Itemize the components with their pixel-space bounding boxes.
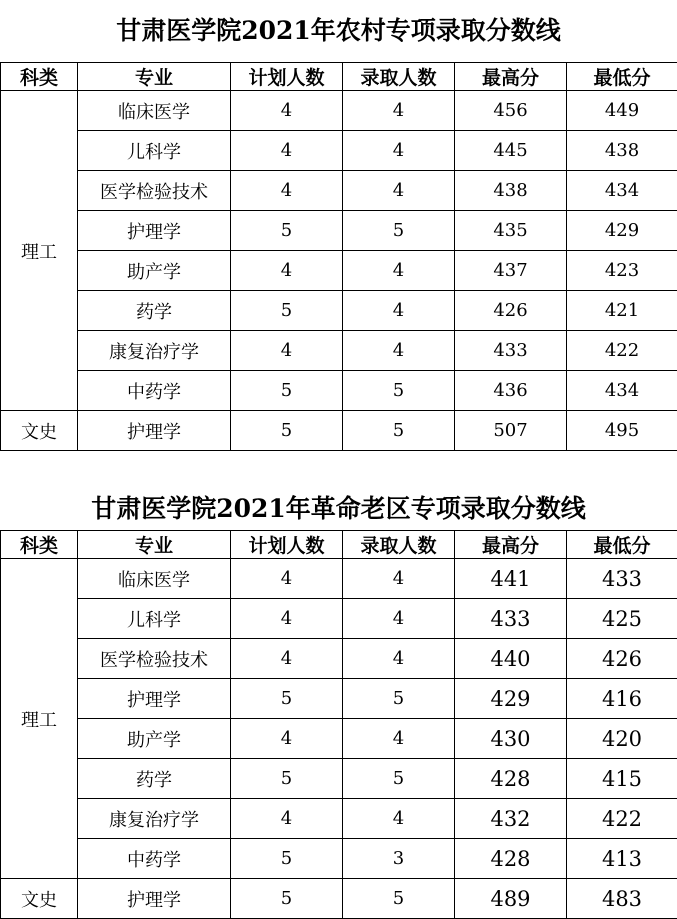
major-cell: 中药学 (78, 839, 231, 879)
header-major: 专业 (78, 531, 231, 559)
max-score-cell: 445 (455, 131, 567, 171)
header-admitted: 录取人数 (343, 531, 455, 559)
admitted-cell: 4 (343, 639, 455, 679)
max-score-cell: 432 (455, 799, 567, 839)
header-category: 科类 (1, 63, 78, 91)
min-score-cell: 438 (567, 131, 677, 171)
table-row (1, 91, 677, 131)
major-cell: 助产学 (78, 719, 231, 759)
min-score-cell: 425 (567, 599, 677, 639)
rural-admission-table (0, 62, 677, 451)
planned-cell: 5 (231, 211, 343, 251)
min-score-cell: 433 (567, 559, 677, 599)
max-score-cell: 507 (455, 411, 567, 451)
header-planned: 计划人数 (231, 531, 343, 559)
planned-cell: 5 (231, 291, 343, 331)
planned-cell: 4 (231, 91, 343, 131)
major-cell: 护理学 (78, 211, 231, 251)
major-cell: 临床医学 (78, 559, 231, 599)
table-row (1, 839, 677, 879)
major-cell: 护理学 (78, 679, 231, 719)
major-cell: 护理学 (78, 879, 231, 919)
min-score-cell: 415 (567, 759, 677, 799)
min-score-cell: 422 (567, 331, 677, 371)
table1-title: 甘肃医学院2021年农村专项录取分数线 (0, 14, 677, 48)
table-row (1, 759, 677, 799)
admitted-cell: 5 (343, 411, 455, 451)
planned-cell: 4 (231, 799, 343, 839)
min-score-cell: 413 (567, 839, 677, 879)
admitted-cell: 4 (343, 799, 455, 839)
admitted-cell: 4 (343, 331, 455, 371)
major-cell: 护理学 (78, 411, 231, 451)
admitted-cell: 4 (343, 599, 455, 639)
admitted-cell: 3 (343, 839, 455, 879)
table-row (1, 799, 677, 839)
planned-cell: 5 (231, 759, 343, 799)
planned-cell: 5 (231, 371, 343, 411)
admitted-cell: 5 (343, 879, 455, 919)
max-score-cell: 438 (455, 171, 567, 211)
max-score-cell: 426 (455, 291, 567, 331)
table-row (1, 291, 677, 331)
planned-cell: 5 (231, 411, 343, 451)
table-row (1, 371, 677, 411)
admitted-cell: 5 (343, 679, 455, 719)
min-score-cell: 495 (567, 411, 677, 451)
major-cell: 助产学 (78, 251, 231, 291)
planned-cell: 5 (231, 879, 343, 919)
admitted-cell: 5 (343, 759, 455, 799)
planned-cell: 5 (231, 839, 343, 879)
admitted-cell: 4 (343, 559, 455, 599)
admitted-cell: 4 (343, 91, 455, 131)
max-score-cell: 489 (455, 879, 567, 919)
min-score-cell: 429 (567, 211, 677, 251)
table-row (1, 251, 677, 291)
table-row (1, 719, 677, 759)
admitted-cell: 4 (343, 719, 455, 759)
admitted-cell: 4 (343, 171, 455, 211)
min-score-cell: 449 (567, 91, 677, 131)
header-max-score: 最高分 (455, 531, 567, 559)
max-score-cell: 428 (455, 759, 567, 799)
max-score-cell: 433 (455, 599, 567, 639)
admitted-cell: 5 (343, 371, 455, 411)
table-row (1, 171, 677, 211)
major-cell: 医学检验技术 (78, 639, 231, 679)
max-score-cell: 437 (455, 251, 567, 291)
table-header-row (1, 531, 677, 559)
min-score-cell: 426 (567, 639, 677, 679)
admitted-cell: 4 (343, 291, 455, 331)
max-score-cell: 436 (455, 371, 567, 411)
planned-cell: 4 (231, 171, 343, 211)
min-score-cell: 421 (567, 291, 677, 331)
planned-cell: 4 (231, 131, 343, 171)
min-score-cell: 422 (567, 799, 677, 839)
max-score-cell: 456 (455, 91, 567, 131)
old-revolutionary-area-admission-table (0, 530, 677, 919)
table-row (1, 679, 677, 719)
category-cell: 文史 (1, 411, 78, 451)
planned-cell: 4 (231, 251, 343, 291)
table-row (1, 599, 677, 639)
category-cell: 文史 (1, 879, 78, 919)
min-score-cell: 423 (567, 251, 677, 291)
header-min-score: 最低分 (567, 531, 677, 559)
header-major: 专业 (78, 63, 231, 91)
max-score-cell: 433 (455, 331, 567, 371)
category-cell: 理工 (1, 91, 78, 411)
header-category: 科类 (1, 531, 78, 559)
major-cell: 康复治疗学 (78, 331, 231, 371)
admitted-cell: 5 (343, 211, 455, 251)
table-row (1, 639, 677, 679)
major-cell: 医学检验技术 (78, 171, 231, 211)
header-admitted: 录取人数 (343, 63, 455, 91)
category-cell: 理工 (1, 559, 78, 879)
planned-cell: 4 (231, 719, 343, 759)
table-row (1, 211, 677, 251)
planned-cell: 4 (231, 599, 343, 639)
max-score-cell: 435 (455, 211, 567, 251)
table-row (1, 131, 677, 171)
min-score-cell: 434 (567, 171, 677, 211)
table-row (1, 411, 677, 451)
major-cell: 康复治疗学 (78, 799, 231, 839)
max-score-cell: 440 (455, 639, 567, 679)
major-cell: 中药学 (78, 371, 231, 411)
min-score-cell: 434 (567, 371, 677, 411)
header-max-score: 最高分 (455, 63, 567, 91)
major-cell: 临床医学 (78, 91, 231, 131)
planned-cell: 4 (231, 331, 343, 371)
min-score-cell: 420 (567, 719, 677, 759)
major-cell: 儿科学 (78, 131, 231, 171)
major-cell: 儿科学 (78, 599, 231, 639)
planned-cell: 4 (231, 559, 343, 599)
header-min-score: 最低分 (567, 63, 677, 91)
admitted-cell: 4 (343, 131, 455, 171)
planned-cell: 4 (231, 639, 343, 679)
major-cell: 药学 (78, 759, 231, 799)
max-score-cell: 441 (455, 559, 567, 599)
header-planned: 计划人数 (231, 63, 343, 91)
major-cell: 药学 (78, 291, 231, 331)
table2-title: 甘肃医学院2021年革命老区专项录取分数线 (0, 492, 677, 526)
table-header-row (1, 63, 677, 91)
min-score-cell: 416 (567, 679, 677, 719)
max-score-cell: 429 (455, 679, 567, 719)
table-row (1, 879, 677, 919)
planned-cell: 5 (231, 679, 343, 719)
table-row (1, 331, 677, 371)
max-score-cell: 430 (455, 719, 567, 759)
table-row (1, 559, 677, 599)
max-score-cell: 428 (455, 839, 567, 879)
min-score-cell: 483 (567, 879, 677, 919)
admitted-cell: 4 (343, 251, 455, 291)
